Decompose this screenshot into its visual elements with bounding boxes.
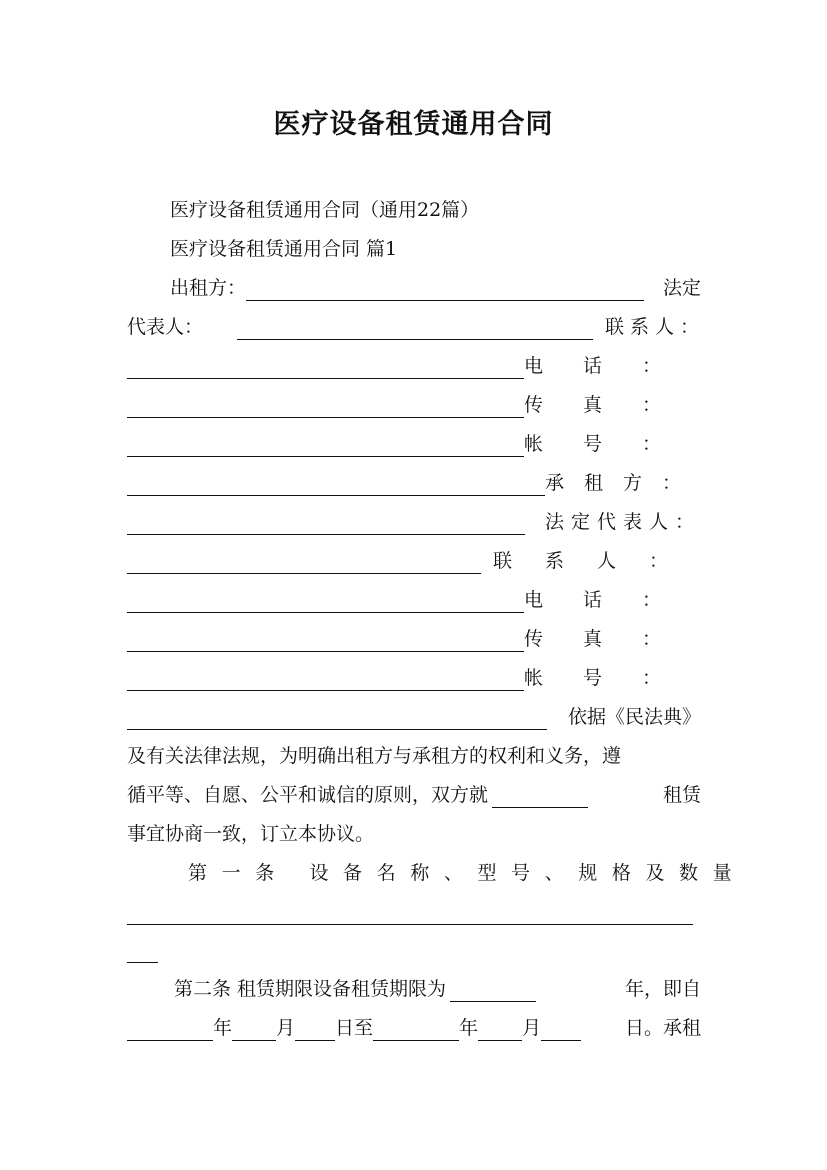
start-year-blank xyxy=(127,1021,213,1041)
phone2-blank-line xyxy=(127,626,701,652)
basis-text: 依据《民法典》 xyxy=(567,706,701,728)
legal-rep-blank xyxy=(237,320,593,340)
section-heading: 医疗设备租赁通用合同 篇1 xyxy=(170,238,398,260)
fax2-blank xyxy=(127,671,524,691)
para-line-2 xyxy=(127,782,701,808)
contact2-label: 联系人： xyxy=(492,550,701,572)
lessor-label: 出租方： xyxy=(170,277,247,299)
contact2-blank xyxy=(127,593,524,613)
end-year-label: 年 xyxy=(459,1017,479,1039)
start-day-blank xyxy=(295,1021,335,1041)
legal-rep2-label: 法定代表人： xyxy=(544,511,701,533)
article-2-start: 第二条 租赁期限设备租赁期限为 xyxy=(174,978,447,1000)
legal-rep-label-start: 法定 xyxy=(662,277,701,299)
end-year-blank xyxy=(373,1021,459,1041)
fax-label: 传真： xyxy=(523,394,701,416)
day-to-label: 日至 xyxy=(335,1017,374,1039)
contact2-blank-line xyxy=(127,587,701,613)
end-month-label: 月 xyxy=(522,1017,542,1039)
lessor-line xyxy=(170,275,701,301)
lessee-label: 承租方： xyxy=(544,472,701,494)
article-2-end: 年，即自 xyxy=(624,978,701,1000)
article-2-line-1 xyxy=(174,976,701,1002)
legal-rep-line xyxy=(127,314,706,340)
phone-blank xyxy=(127,398,524,418)
lease-years-blank xyxy=(450,982,536,1002)
account2-blank xyxy=(127,710,547,730)
day-end-label: 日。承租 xyxy=(624,1017,701,1039)
contact-label: 联系人： xyxy=(605,316,706,338)
article-2-line-2 xyxy=(127,1015,701,1041)
phone2-label: 电话： xyxy=(523,589,701,611)
lessee-blank xyxy=(127,515,525,535)
end-day-blank xyxy=(541,1021,581,1041)
article-1-blank-line-2 xyxy=(127,937,701,963)
start-month-blank xyxy=(232,1021,276,1041)
article-1-heading: 第一条 设备名称、型号、规格及数量 xyxy=(188,862,747,884)
article-1-blank-2 xyxy=(127,943,158,963)
account-blank xyxy=(127,476,545,496)
contact-blank-line xyxy=(127,353,701,379)
para-line-2-end: 租赁 xyxy=(662,784,701,806)
lessor-blank xyxy=(246,281,644,301)
legal-rep2-blank-line xyxy=(127,548,701,574)
account-label: 帐号： xyxy=(523,433,701,455)
legal-rep-label-cont: 代表人： xyxy=(127,316,204,338)
contact-blank xyxy=(127,359,524,379)
account2-blank-line xyxy=(127,704,701,730)
phone-label: 电话： xyxy=(523,355,701,377)
lessee-blank-line xyxy=(127,509,701,535)
para-line-2-start: 循平等、自愿、公平和诚信的原则，双方就 xyxy=(127,784,489,806)
fax-blank-line xyxy=(127,431,701,457)
account2-label: 帐号： xyxy=(523,667,701,689)
fax2-label: 传真： xyxy=(523,628,701,650)
para-line-1: 及有关法律法规，为明确出租方与承租方的权利和义务，遵 xyxy=(127,745,622,767)
lease-subject-blank xyxy=(492,788,588,808)
start-month-label: 月 xyxy=(276,1017,296,1039)
para-line-3: 事宜协商一致，订立本协议。 xyxy=(127,823,375,845)
phone-blank-line xyxy=(127,392,701,418)
fax-blank xyxy=(127,437,524,457)
article-1-blank xyxy=(127,905,693,925)
fax2-blank-line xyxy=(127,665,701,691)
article-1-blank-line xyxy=(127,899,701,925)
document-title: 医疗设备租赁通用合同 xyxy=(273,109,554,140)
legal-rep2-blank xyxy=(127,554,481,574)
subtitle-line: 医疗设备租赁通用合同（通用22篇） xyxy=(170,199,480,221)
account-blank-line xyxy=(127,470,701,496)
phone2-blank xyxy=(127,632,524,652)
end-month-blank xyxy=(478,1021,522,1041)
start-year-label: 年 xyxy=(213,1017,233,1039)
